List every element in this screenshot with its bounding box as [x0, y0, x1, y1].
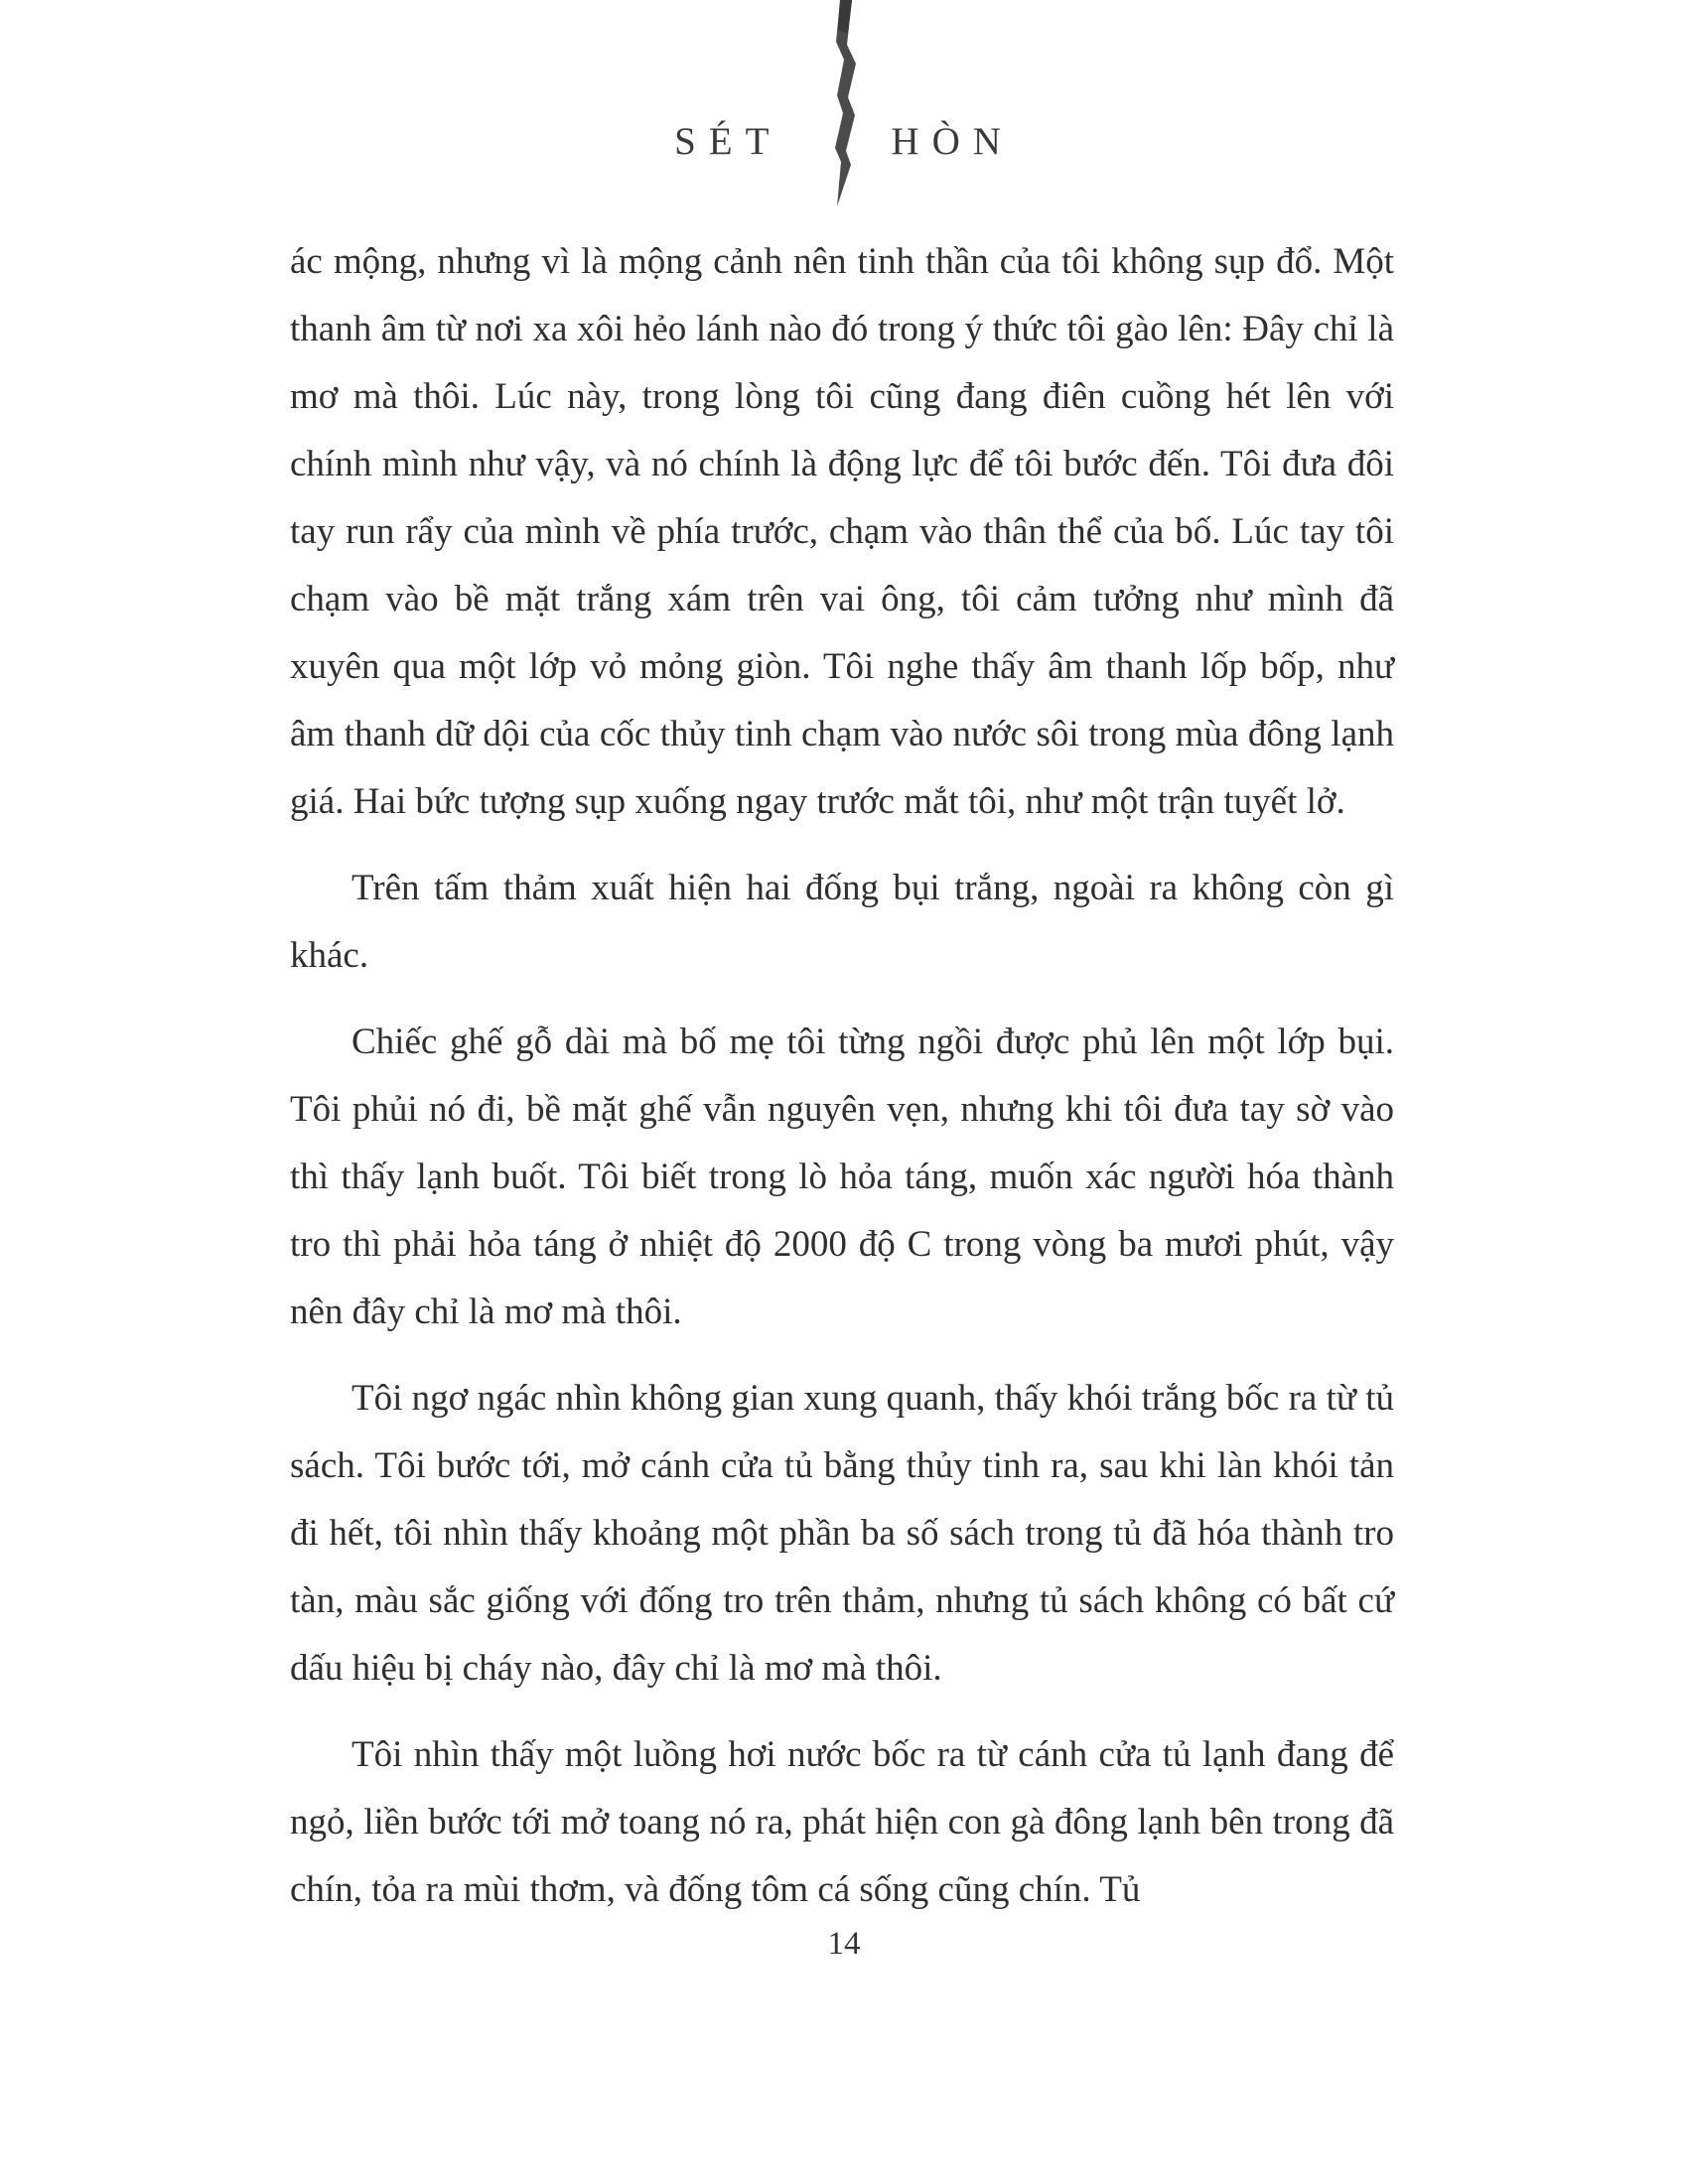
page-number: 14: [827, 1926, 861, 1962]
page-header: [0, 0, 1688, 167]
paragraph: Trên tấm thảm xuất hiện hai đống bụi trắng, ngoài ra không còn gì khác.: [290, 868, 1394, 976]
paragraph: Chiếc ghế gỗ dài mà bố mẹ tôi từng ngồi được phủ lên một lớp bụi. Tôi phủi nó đi, bề mặt ghế vẫn nguyên vẹn, nhưng khi tôi đưa tay sờ vào thì thấy lạnh buốt. Tôi biết trong lò hỏa táng, muốn xác người hóa thành tro thì phải hỏa táng ở nhiệt độ 2000 độ C trong vòng ba mươi phút, vậy nên đây chỉ là mơ mà thôi.: [290, 1022, 1394, 1332]
header-title-right: HÒN: [891, 120, 1014, 163]
paragraph: Tôi ngơ ngác nhìn không gian xung quanh, thấy khói trắng bốc ra từ tủ sách. Tôi bước tới, mở cánh cửa tủ bằng thủy tinh ra, sau khi làn khói tản đi hết, tôi nhìn thấy khoảng một phần ba số sách trong tủ đã hóa thành tro tàn, màu sắc giống với đống tro trên thảm, nhưng tủ sách không có bất cứ dấu hiệu bị cháy nào, đây chỉ là mơ mà thôi.: [290, 1378, 1394, 1689]
header-title-left: SÉT: [674, 120, 782, 163]
paragraph: ác mộng, nhưng vì là mộng cảnh nên tinh thần của tôi không sụp đổ. Một thanh âm từ nơi xa xôi hẻo lánh nào đó trong ý thức tôi gào lên: Đây chỉ là mơ mà thôi. Lúc này, trong lòng tôi cũng đang điên cuồng hét lên với chính mình như vậy, và nó chính là động lực để tôi bước đến. Tôi đưa đôi tay run rẩy của mình về phía trước, chạm vào thân thể của bố. Lúc tay tôi chạm vào bề mặt trắng xám trên vai ông, tôi cảm tưởng như mình đã xuyên qua một lớp vỏ mỏng giòn. Tôi nghe thấy âm thanh lốp bốp, như âm thanh dữ dội của cốc thủy tinh chạm vào nước sôi trong mùa đông lạnh giá. Hai bức tượng sụp xuống ngay trước mắt tôi, như một trận tuyết lở.: [290, 241, 1394, 822]
lightning-bolt-icon: [824, 0, 864, 206]
paragraph: Tôi nhìn thấy một luồng hơi nước bốc ra từ cánh cửa tủ lạnh đang để ngỏ, liền bước tới mở toang nó ra, phát hiện con gà đông lạnh bên trong đã chín, tỏa ra mùi thơm, và đống tôm cá sống cũng chín. Tủ: [290, 1734, 1394, 1910]
page-body: [290, 228, 1394, 1943]
